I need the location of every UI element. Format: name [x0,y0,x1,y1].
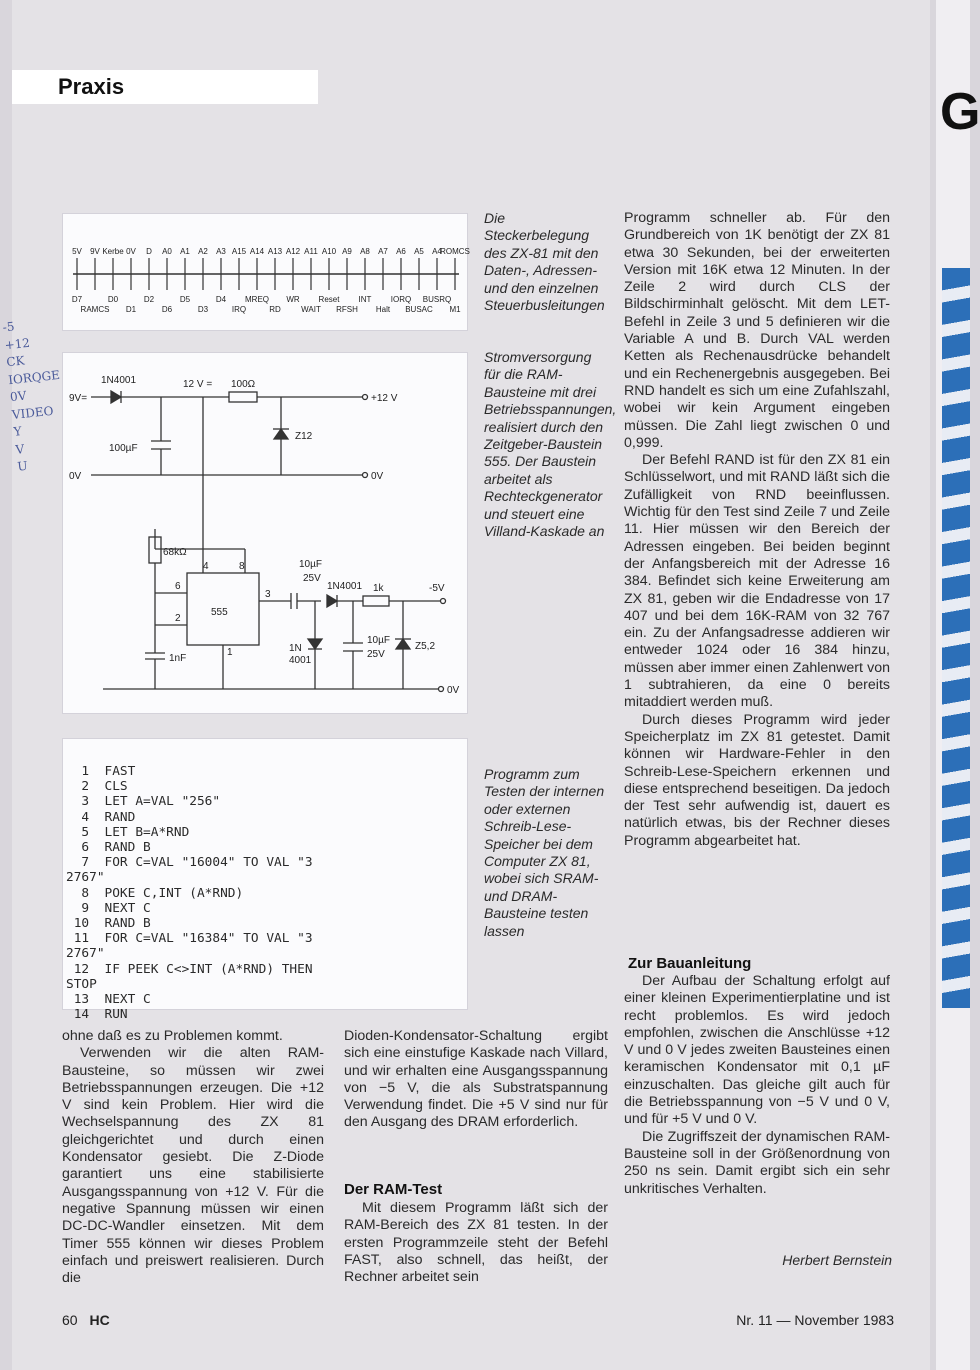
col1-paragraph-1: ohne daß es zu Problemen kommt. [62,1028,283,1044]
figure2-caption: Stromversorgung für die RAM-Bausteine mit drei Betriebsspannungen, realisiert durch den Zeitgeber-Baustein 555. Der Baustein arbeitet als Rechteckgenerator und steuert eine Villand-Kaskade an [484,349,617,540]
pin-label-bottom: D6 [161,305,173,314]
pin-label-bottom: RFSH [336,305,358,314]
margin-note-line: VIDEO [11,403,55,422]
margin-note-line: IORQGE [7,367,61,387]
pin-label-bottom: M1 [449,305,461,314]
col3-paragraph-3: Durch dieses Programm wird jeder Speicherplatz im ZX 81 getestet. Damit können wir Hardware-Fehler in den Schreib-Lese-Speichern erkennen und diese entsprechend beseitigen. Da jedoch der Test sehr aufwendig ist, dauert es natürlich etwas, bis der Rechner dieses Programm abgearbeitet hat. [624,711,890,849]
ground-out-label: 0V [371,471,384,482]
pin-2-label: 2 [175,613,181,624]
cap-1nf-label: 1nF [169,653,187,664]
col3-paragraph-4: Der Aufbau der Schaltung erfolgt auf einer kleinen Experimentierplatine und ist recht problemlos. Es wird jedoch empfohlen, zwischen die Anschlüsse +12 V und 0 V jedes zweiten Bausteines einen keramischen Kondensator mit 0,1 µF einzuschalten. Das gleiche gilt auch für die Betriebsspannung von −5 V und 0 V, und für +5 V und 0 V. [624,973,890,1128]
diode1-label: 1N4001 [101,375,137,386]
column3-top [624,210,890,850]
page-number: 60 [62,1312,78,1328]
pin-label-bottom: RAMCS [80,305,110,314]
pin-label-top: A6 [396,247,406,256]
pin-label-bottom: D0 [107,295,119,304]
pin-label-bottom: D5 [179,295,191,304]
pin-label-top: D [146,247,152,256]
pin-4-label: 4 [203,561,209,572]
col3-paragraph-1: Programm schneller ab. Für den Grundbereich von 1K benötigt der ZX 81 etwa 30 Sekunden, bei der erweiterten Version mit 16K etwa 12 Minuten. In der Zeile 2 wird durch CLS der Bildschirminhalt gelöscht. Mit dem LET-Befehl in Zeile 3 und 5 definieren wir die Variable A und B. Durch VAL werden Ketten als Rechenausdrücke behandelt und ein Rechenergebnis ausgegeben. Bei RND handelt es sich um eine Zufahlszahl, wobei wir kein Argument eingeben müssen. Die Zahl liegt zwischen 0 und 0,999. [624,210,890,451]
pin-label-top: A14 [249,247,265,256]
heading-ram-test: Der RAM-Test [344,1181,443,1198]
next-page-edge [936,0,980,1370]
pin-label-top: ROMCS [440,247,470,256]
diode3-label-b: 4001 [289,655,312,666]
heading-bauanleitung: Zur Bauanleitung [628,955,752,972]
pin-label-top: A9 [342,247,352,256]
pin-label-top: 9V [90,247,100,256]
resistor-1k-label: 1k [373,583,384,594]
pin-label-top: A10 [321,247,337,256]
next-page-graphic [942,268,970,1008]
pin-label-top: 5V [72,247,82,256]
pin-label-bottom: BUSAC [405,305,433,314]
pin-label-top: A2 [198,247,208,256]
pin-label-bottom: D7 [71,295,83,304]
output-neg5v-label: -5V [429,583,445,594]
pin-label-bottom: D1 [125,305,137,314]
pin-label-top: A12 [285,247,301,256]
diode3-label-a: 1N [289,643,302,654]
pin-label-bottom: IORQ [390,295,412,304]
cap-10uf-a-label: 10µF [299,559,322,570]
pin-label-top: A1 [180,247,190,256]
resistor-68k-label: 68kΩ [163,547,187,558]
basic-program-listing: 1 FAST 2 CLS 3 LET A=VAL "256" 4 RAND 5 LET B=A*RND 6 RAND B 7 FOR C=VAL "16004" TO VAL "3 2767" 8 POKE C,INT (A*RND) 9 NEXT C 10 RAND B 11 FOR C=VAL "16384" TO VAL "3 2767" 12 IF PEEK C<>INT (A*RND) THEN STOP 13 NEXT C 14 RUN [66,764,313,1023]
pin-label-bottom: MREQ [245,295,269,304]
ground-in-label: 0V [69,471,82,482]
cap-10uf-b-voltage: 25V [367,649,385,660]
pin-6-label: 6 [175,581,181,592]
cap-10uf-b-label: 10µF [367,635,390,646]
pin-label-top: A3 [216,247,226,256]
pin-label-bottom: D4 [215,295,227,304]
zener12-label: Z12 [295,431,313,442]
col1-paragraph-2: Verwenden wir die alten RAM-Bausteine, so müssen wir zwei Betriebsspannungen erzeugen. Die +12 V sind kein Problem. Hier wird die Wechselspannung des ZX 81 gleichgerichtet und durch einen Kondensator gesiebt. Die Z-Diode garantiert uns eine stabilisierte Ausgangsspannung von +12 V. Für die negative Spannung müssen wir einen DC-DC-Wandler einsetzen. Mit dem Timer 555 können wir dieses Problem einfach und preiswert realisieren. Durch die [62,1045,324,1287]
diode2-label: 1N4001 [327,581,363,592]
col3-paragraph-2: Der Befehl RAND ist für den ZX 81 ein Schlüsselwort, und mit RAND läßt sich die Zufälligkeit von RND beeinflussen. Wichtig für den Test sind Zeile 7 und Zeile 11. Hier müssen wir den Bereich der Adressen eingeben. Bei beiden beginnt der Anfangsbereich mit der Adresse 16 384. Befindet sich keine Erweiterung am ZX 81, geben wir die Endadresse von 17 407 und bei dem 16K-RAM von 32 767 ein. Zu der Anfangsadresse addieren wir entweder 1024 oder 16 384 hinzu, müssen aber immer einen Zahlenwert von 1 subtrahieren, da eine 0 bereits mitaddiert werden muß. [624,452,890,711]
margin-note-line: -5 [2,319,16,335]
ic-555-label: 555 [211,607,228,618]
margin-note-line: V [14,441,25,457]
footer-left [62,1312,110,1328]
section-title: Praxis [58,74,125,99]
pin-label-bottom: INT [358,295,372,304]
connector-pinout-figure [62,213,468,331]
pin-label-top: A8 [360,247,370,256]
pin-label-bottom: RD [269,305,281,314]
margin-note-line: +12 [3,335,31,352]
pin-label-top: Kerbe [102,247,124,256]
input-9v-label: 9V= [69,393,88,404]
pin-label-bottom: Reset [318,295,340,304]
pin-label-bottom: D3 [197,305,209,314]
pin-label-top: A5 [414,247,424,256]
figure3-caption: Programm zum Testen der internen oder externen Schreib-Lese-Speicher bei dem Computer ZX 81, wobei sich SRAM- und DRAM-Bausteine testen lassen [484,766,605,939]
col2-paragraph-2: Mit diesem Programm läßt sich der RAM-Bereich des ZX 81 testen. In der ersten Programmzeile steht der Befehl FAST, also schnell, das heißt, der Rechner arbeitet sein [344,1200,608,1286]
next-page-letter: G [940,83,980,141]
output-12v-label: +12 V [371,393,398,404]
zener52-label: Z5,2 [415,641,436,652]
column3-bottom [624,973,890,1198]
pin-label-bottom: D2 [143,295,155,304]
power-supply-schematic [62,352,468,714]
rail-12v-label: 12 V = [183,379,213,390]
pin-label-top: A7 [378,247,388,256]
author-name: Herbert Bernstein [782,1252,892,1268]
pin-label-bottom: IRQ [231,305,247,314]
pin-3-label: 3 [265,589,271,600]
pin-label-bottom: Halt [375,305,391,314]
pin-label-bottom: WAIT [301,305,321,314]
ground-bottom-label: 0V [447,685,460,696]
margin-note-line: 0V [9,388,28,405]
cap-10uf-a-voltage: 25V [303,573,321,584]
pin-label-top: A11 [304,247,318,256]
pin-1-label: 1 [227,647,233,658]
column2-bottom [344,1200,608,1286]
pin-label-top: A4 [432,247,442,256]
figure1-caption: Die Steckerbelegung des ZX-81 mit den Daten-, Adressen- und den einzelnen Steuerbusleitungen [484,210,605,314]
issue-info: Nr. 11 — November 1983 [736,1312,894,1328]
column1 [62,1028,324,1287]
margin-note-line: Y [13,424,23,439]
resistor-100-label: 100Ω [231,379,256,390]
magazine-name: HC [89,1312,110,1328]
cap-100uf-label: 100µF [109,443,138,454]
pin-label-top: 0V [126,247,136,256]
col3-paragraph-5: Die Zugriffszeit der dynamischen RAM-Bausteine soll in der Größenordnung von 250 ns sein. Damit ergibt sich ein sehr unkritisches Verhalten. [624,1128,890,1197]
schematic-diagram [63,353,467,713]
margin-note-line: U [16,458,29,474]
pin-label-top: A15 [231,247,247,256]
column2 [344,1028,608,1132]
connector-diagram [63,214,470,330]
pin-label-top: A13 [267,247,283,256]
pin-label-top: A0 [162,247,172,256]
margin-note-line: CK [5,353,26,370]
pin-label-bottom: WR [286,295,300,304]
pin-label-bottom: BUSRQ [422,295,452,304]
pin-8-label: 8 [239,561,245,572]
col2-paragraph-1: Dioden-Kondensator-Schaltung ergibt sich eine einstufige Kaskade nach Villard, und wir erhalten eine Ausgangsspannung von −5 V, die als Substratspannung Verwendung findet. Die +5 V sind nur für den Ausgang des DRAM erforderlich. [344,1028,608,1131]
